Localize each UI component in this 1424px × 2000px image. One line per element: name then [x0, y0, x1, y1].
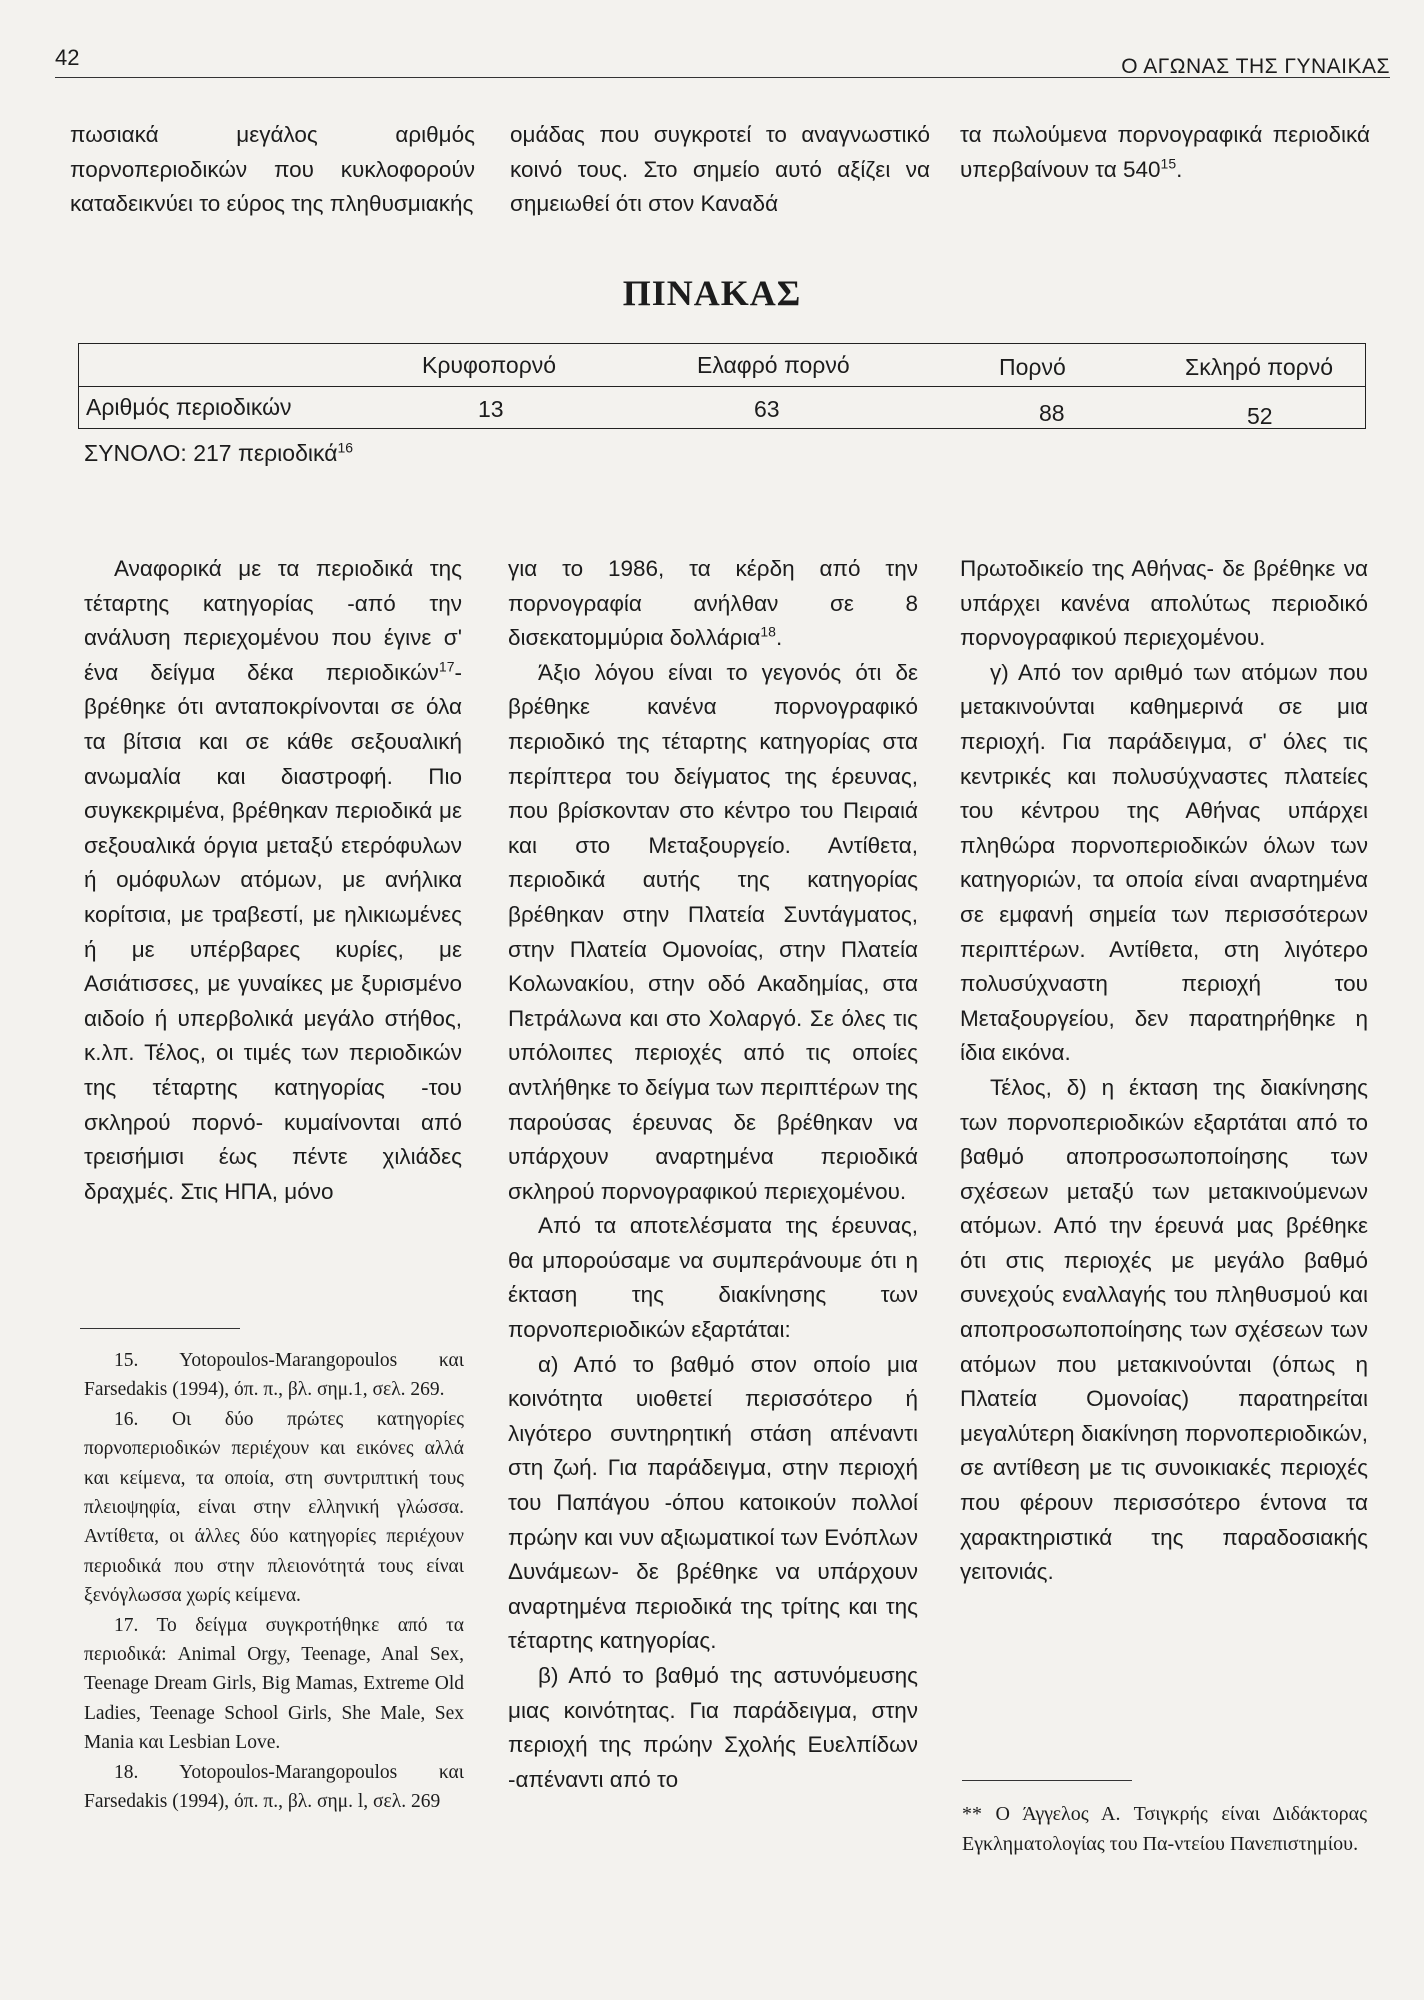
paragraph: για το 1986, τα κέρδη από την πορνογραφία ανήλθαν σε 8 δισεκατομμύρια δολλάρια$^{18}$.: [508, 556, 918, 651]
body-column-2: [508, 552, 918, 1797]
footnote: 18. Yotopoulos-Marangopoulos και Farsedakis (1994), όπ. π., βλ. σημ. l, σελ. 269: [84, 1761, 464, 1813]
body-column-3: [960, 552, 1368, 1590]
top-column-2: [510, 118, 930, 222]
table-header-cell: Κρυφοπορνό: [422, 352, 557, 378]
table-header-cell: Πορνό: [999, 354, 1066, 380]
page-number: 42: [55, 45, 80, 70]
footnote-ref: 15: [1160, 155, 1177, 172]
paragraph: γ) Από τον αριθμό των ατόμων που μετακινούνται καθημερινά σε μια περιοχή. Για παράδειγμα, σ' όλες τις κεντρικές και πολυσύχναστες πλατείες του κέντρου της Αθήνας υπάρχει πληθώρα πορνοπεριοδικών όλων των κατηγοριών, τα οποία είναι αναρτημένα σε εμφανή σημεία των περισσότερων περιπτέρων. Αντίθετα, στη λιγότερο πολυσύχναστη περιοχή του Μεταξουργείου, δεν παρατηρήθηκε η ίδια εικόνα.: [960, 659, 1368, 1066]
footnote: 16. Οι δύο πρώτες κατηγορίες πορνοπεριοδικών περιέχουν και εικόνες αλλά και κείμενα, τα οποία, στη συντριπτική τους πλειοψηφία, είναι στην ελληνική γλώσσα. Αντίθετα, οι άλλες δύο κατηγορίες περιέχουν περιοδικά που στην πλειονότητά τους είναι ξενόγλωσσα χωρίς κείμενα.: [84, 1408, 464, 1607]
author-note: ** Ο Άγγελος Α. Τσιγκρής είναι Διδάκτορας Εγκληματολογίας του Πα-ντείου Πανεπιστημίου.: [962, 1803, 1367, 1855]
table-cell: 13: [478, 396, 504, 422]
running-title: Ο ΑΓΩΝΑΣ ΤΗΣ ΓΥΝΑΙΚΑΣ: [1121, 55, 1390, 78]
page-header: [55, 45, 1390, 78]
paragraph: α) Από το βαθμό στον οποίο μια κοινότητα υιοθετεί περισσότερο ή λιγότερο συντηρητική στάση απέναντι στη ζωή. Για παράδειγμα, στην περιοχή του Παπάγου -όπου κατοικούν πολλοί πρώην και νυν αξιωματικοί των Ενόπλων Δυνάμεων- δε βρέθηκε να υπάρχουν αναρτημένα περιοδικά της τρίτης και της τέταρτης κατηγορίας.: [508, 1351, 918, 1654]
author-note-divider: [962, 1780, 1132, 1781]
table-header-cell: Ελαφρό πορνό: [697, 352, 850, 378]
footnote-ref: 17: [438, 658, 455, 675]
paragraph: Πρωτοδικείο της Αθήνας- δε βρέθηκε να υπάρχει κανένα απολύτως περιοδικό πορνογραφικού περιεχομένου.: [960, 556, 1368, 651]
table-header-cell: Σκληρό πορνό: [1185, 354, 1333, 380]
body-column-1: [84, 552, 462, 1209]
paragraph: πωσιακά μεγάλος αριθμός πορνοπεριοδικών που κυκλοφορούν καταδεικνύει το εύρος της πληθυσμιακής: [70, 122, 475, 217]
paragraph: Άξιο λόγου είναι το γεγονός ότι δε βρέθηκε κανένα πορνογραφικό περιοδικό της τέταρτης κατηγορίας στα περίπτερα του δείγματος της έρευνας, που βρίσκονταν στο κέντρο του Πειραιά και στο Μεταξουργείο. Αντίθετα, περιοδικά αυτής της κατηγορίας βρέθηκαν στην Πλατεία Συντάγματος, στην Πλατεία Ομονοίας, στην Πλατεία Κολωνακίου, στην οδό Ακαδημίας, στα Πετράλωνα και στο Χολαργό. Σε όλες τις υπόλοιπες περιοχές από τις οποίες αντλήθηκε το δείγμα των περιπτέρων της παρούσας έρευνας δε βρέθηκαν να υπάρχουν αναρτημένα περιοδικά σκληρού πορνογραφικού περιεχομένου.: [508, 659, 918, 1204]
top-column-1: [70, 118, 475, 222]
paragraph: Από τα αποτελέσματα της έρευνας, θα μπορούσαμε να συμπεράνουμε ότι η έκταση της διακίνησης των πορνοπεριοδικών εξαρτάται:: [508, 1213, 918, 1343]
footnotes: [84, 1346, 464, 1817]
paragraph: Τέλος, δ) η έκταση της διακίνησης των πορνοπεριοδικών εξαρτάται από το βαθμό αποπροσωποποίησης των σχέσεων μεταξύ των μετακινούμενων ατόμων. Από την έρευνά μας βρέθηκε ότι στις περιοχές με μεγάλο βαθμό συνεχούς εναλλαγής του πληθυσμού και αποπροσωποποίησης των σχέσεων των ατόμων που μετακινούνται (όπως η Πλατεία Ομονοίας) παρατηρείται μεγαλύτερη διακίνηση πορνοπεριοδικών, σε αντίθεση με τις συνοικιακές περιοχές που φέρουν περισσότερο έντονα τα χαρακτηριστικά της παραδοσιακής γειτονιάς.: [960, 1074, 1368, 1585]
footnote: 17. Το δείγμα συγκροτήθηκε από τα περιοδικά: Animal Orgy, Teenage, Anal Sex, Teenage Dream Girls, Big Mamas, Extreme Old Ladies, Teenage School Girls, She Male, Sex Mania και Lesbian Love.: [84, 1614, 464, 1754]
table-row-divider: [79, 386, 1365, 387]
table-cell: 63: [754, 396, 780, 422]
paragraph: τα πωλούμενα πορνογραφικά περιοδικά υπερβαίνουν τα $540^{15}$.: [960, 122, 1370, 182]
footnote-ref: 18: [760, 623, 776, 640]
table-total: ΣΥΝΟΛΟ: 217 περιοδικά$^{16}$: [84, 439, 354, 466]
table-cell: 52: [1247, 403, 1273, 429]
paragraph: ομάδας που συγκροτεί το αναγνωστικό κοινό τους. Στο σημείο αυτό αξίζει να σημειωθεί ότι στον Καναδά: [510, 122, 930, 217]
table-title: ΠΙΝΑΚΑΣ: [622, 273, 802, 313]
footnote: 15. Yotopoulos-Marangopoulos και Farsedakis (1994), όπ. π., βλ. σημ.1, σελ. 269.: [84, 1350, 464, 1401]
footnote-ref: 16: [337, 439, 354, 456]
footnote-divider: [80, 1328, 240, 1329]
table-row-label: Αριθμός περιοδικών: [86, 394, 292, 420]
paragraph: β) Από το βαθμό της αστυνόμευσης μιας κοινότητας. Για παράδειγμα, στην περιοχή της πρώην Σχολής Ευελπίδων -απέναντι από το: [508, 1663, 918, 1792]
table-cell: 88: [1039, 400, 1065, 426]
top-column-3: [960, 118, 1370, 187]
data-table: [78, 343, 1366, 429]
paragraph: Αναφορικά με τα περιοδικά της τέταρτης κατηγορίας -από την ανάλυση περιεχομένου που έγινε σ' ένα δείγμα δέκα περιοδικών$^{17}$- βρέθηκε ότι ανταποκρίνονται σε όλα τα βίτσια και σε κάθε σεξουαλική ανωμαλία και διαστροφή. Πιο συγκεκριμένα, βρέθηκαν περιοδικά με σεξουαλικά όργια μεταξύ ετερόφυλων ή ομόφυλων ατόμων, με ανήλικα κορίτσια, με τραβεστί, με ηλικιωμένες ή με υπέρβαρες κυρίες, με Ασιάτισσες, με γυναίκες με ξυρισμένο αιδοίο ή υπερβολικά μεγάλο στήθος, κ.λπ. Τέλος, οι τιμές των περιοδικών της τέταρτης κατηγορίας -του σκληρού πορνό- κυμαίνονται από τρεισήμισι έως πέντε χιλιάδες δραχμές. Στις ΗΠΑ, μόνο: [84, 556, 462, 1204]
